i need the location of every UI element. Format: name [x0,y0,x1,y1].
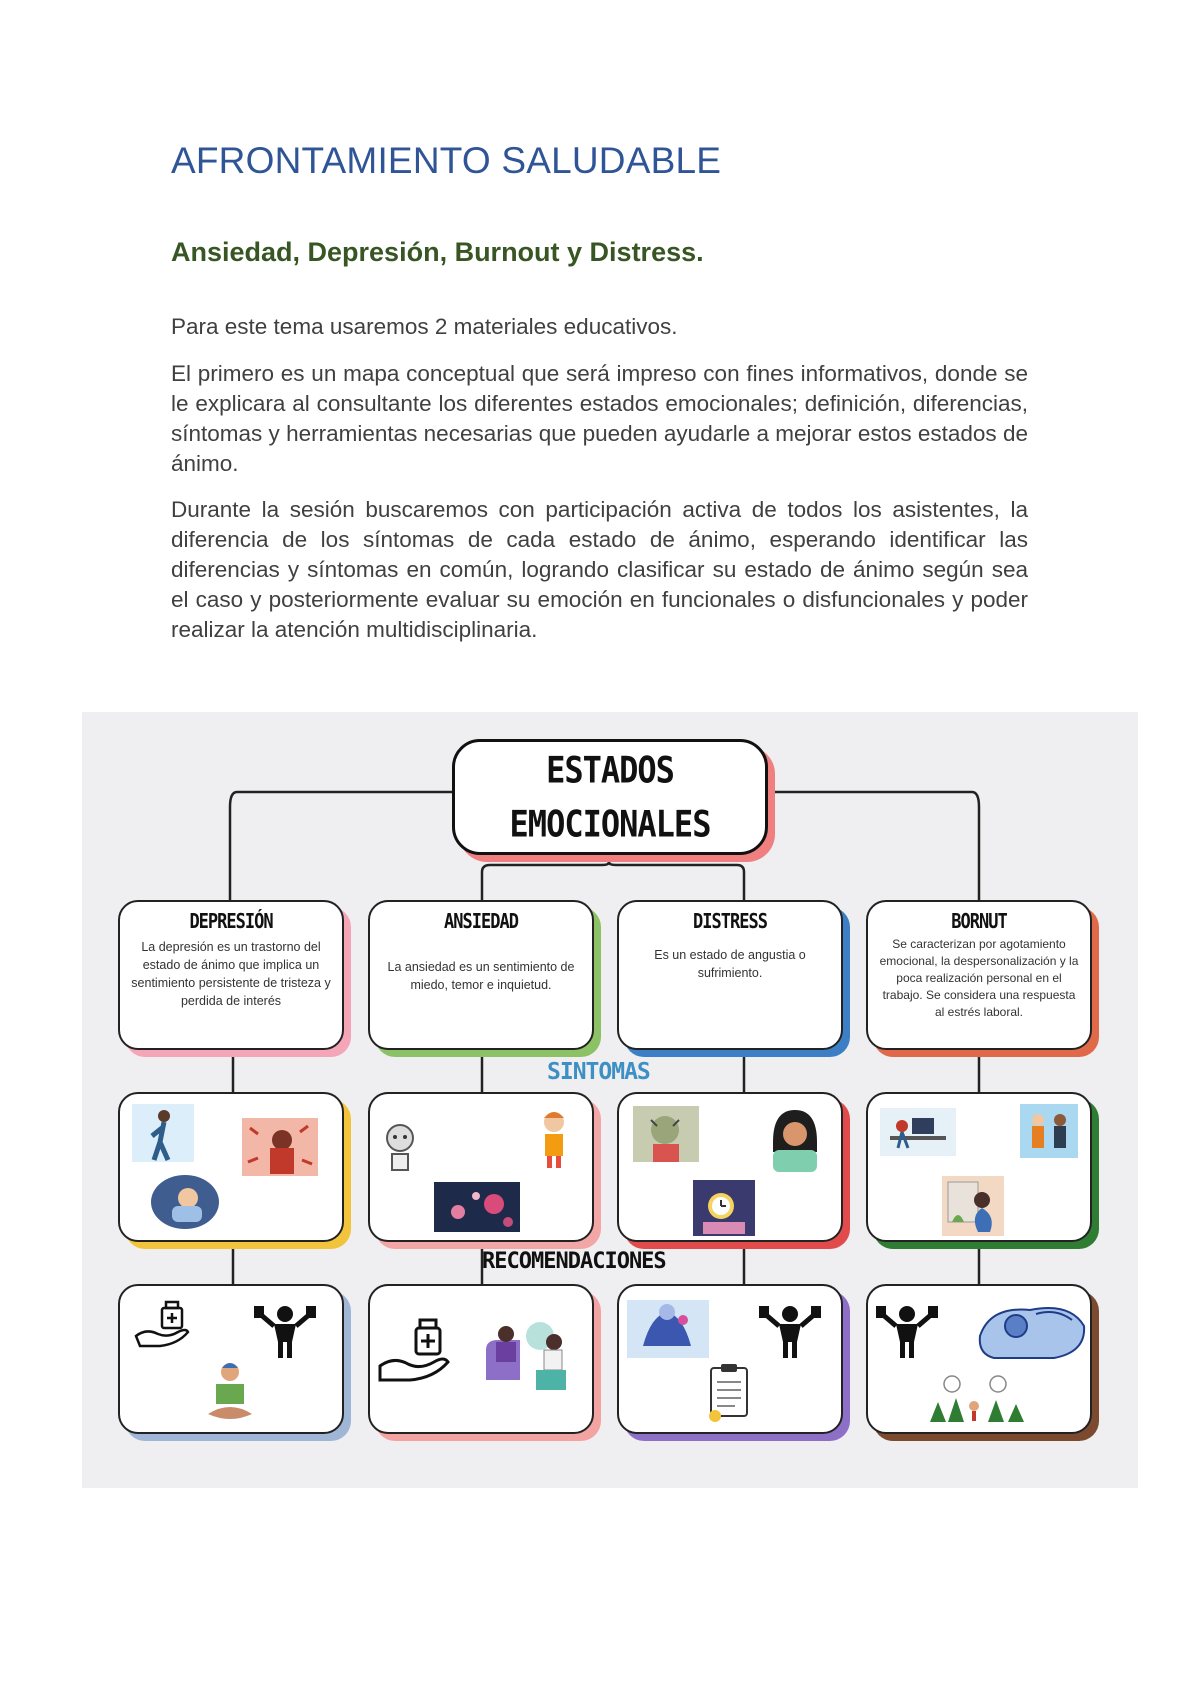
nature-walk-icon [922,1374,1030,1424]
virus-cells-icon [434,1182,520,1232]
state-description: Se caracterizan por agotamiento emocional, la despersonalización y la poca realización personal en el trabajo. Se considera una respuesta al estrés laboral. [879,937,1079,1019]
recommendations-label: RECOMENDACIONES [482,1249,666,1274]
page-title: AFRONTAMIENTO SALUDABLE [171,140,722,181]
exercise-person-icon [759,1300,821,1360]
state-description: La depresión es un trastorno del estado de ánimo que implica un sentimiento persistente de tristeza y perdida de interés [131,940,331,1008]
medicine-hand-icon [376,1318,456,1384]
state-card-ansiedad [368,900,594,1050]
sick-face-icon [378,1120,422,1172]
exercise-person-icon [254,1300,316,1360]
state-card-bornut [866,900,1092,1050]
symptoms-box-depresion [118,1092,344,1242]
insomnia-clock-icon [693,1180,755,1236]
page-subtitle: Ansiedad, Depresión, Burnout y Distress. [171,237,704,267]
exhausted-man-icon [150,1174,220,1230]
state-title: BORNUT [951,910,1007,934]
paragraph-intro: Para este tema usaremos 2 materiales educativos. [171,314,678,339]
recommendations-box-distress [617,1284,843,1434]
tired-person-icon [132,1104,194,1162]
checklist-icon [705,1364,753,1424]
medicine-hand-icon [132,1300,192,1348]
symptoms-box-distress [617,1092,843,1242]
arguing-people-icon [1020,1104,1078,1158]
overworked-desk-icon [880,1108,956,1156]
root-line-1: ESTADOS [546,748,674,792]
state-description: Es un estado de angustia o sufrimiento. [654,948,806,980]
state-card-depresion [118,900,344,1050]
paragraph-session: Durante la sesión buscaremos con participación activa de todos los asistentes, la diferencia de los síntomas de cada estado de ánimo, esperando identificar las diferencias y síntomas en común, logrando clasificar su estado de ánimo según sea el caso y posteriormente evaluar su emoción en funcionales o disfuncionales y poder realizar la atención multidisciplinaria. [171,497,1028,642]
recommendations-box-depresion [118,1284,344,1434]
state-title: ANSIEDAD [444,910,518,934]
anxious-face-icon [633,1106,699,1162]
symptoms-box-bornut [866,1092,1092,1242]
crying-girl-icon [536,1108,572,1170]
recommendations-box-bornut [866,1284,1092,1434]
state-title: DEPRESIÓN [189,910,273,934]
recommendations-box-ansiedad [368,1284,594,1434]
support-hands-icon [627,1300,709,1358]
symptoms-label: SINTOMAS [547,1059,650,1085]
symptoms-box-ansiedad [368,1092,594,1242]
sleeping-person-icon [976,1296,1088,1362]
burnout-person-icon [942,1176,1004,1236]
root-line-2: EMOCIONALES [509,802,711,846]
therapy-session-icon [482,1320,572,1392]
stressed-woman-icon [242,1118,318,1176]
exercise-person-icon [876,1300,938,1360]
state-title: DISTRESS [693,910,767,934]
state-description: La ansiedad es un sentimiento de miedo, temor e inquietud. [387,960,575,992]
paragraph-concept-map: El primero es un mapa conceptual que será impreso con fines informativos, donde se le explicara al consultante los diferentes estados emocionales; definición, diferencias, síntomas y herramientas necesarias que pueden ayudarle a mejorar estos estados de ánimo. [171,361,1028,476]
worried-woman-icon [765,1106,823,1172]
concept-map [82,712,1138,1488]
state-card-distress [617,900,843,1050]
meditation-icon [206,1360,254,1424]
root-node [452,739,768,855]
